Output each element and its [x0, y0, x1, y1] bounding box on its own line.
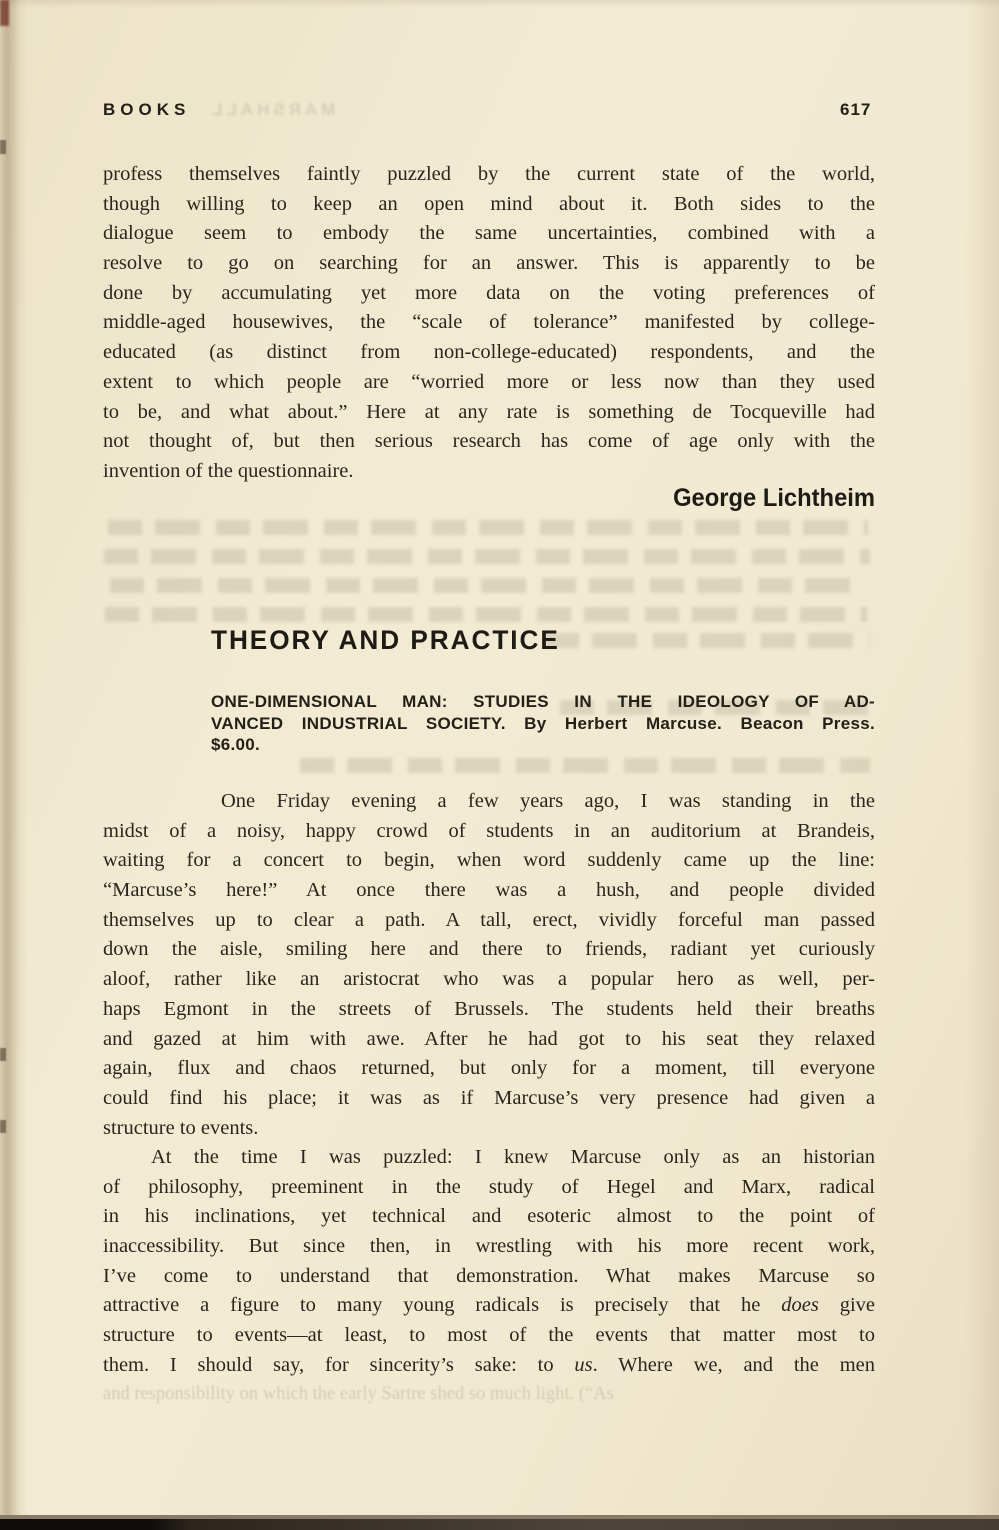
text-line: again, flux and chaos returned, but only for a moment, till everyone: [103, 1057, 875, 1080]
bleedthrough-line: [108, 520, 868, 535]
text-line: dialogue seem to embody the same uncertainties, combined with a: [103, 222, 875, 245]
text-line: could find his place; it was as if Marcuse’s very presence had given a: [103, 1086, 875, 1109]
bleedthrough-line: [110, 578, 865, 593]
running-title: BOOKS: [103, 100, 191, 119]
text-line: One Friday evening a few years ago, I was standing in the: [221, 790, 875, 812]
text-line: to be, and what about.” Here at any rate is something de Tocqueville had: [103, 400, 875, 423]
bleedthrough-line: [105, 607, 867, 622]
bleedthrough-footer-line: and responsibility on which the early Sartre shed so much light. (“As: [103, 1384, 614, 1404]
text-line: down the aisle, smiling here and there to friends, radiant yet curiously: [103, 938, 875, 961]
text-line: midst of a noisy, happy crowd of students in an auditorium at Brandeis,: [103, 819, 875, 842]
text-line: middle-aged housewives, the “scale of tolerance” manifested by college-: [103, 311, 875, 334]
scan-bottom-dark-bar: [0, 1519, 999, 1530]
lichtheim-closing-paragraph: [103, 160, 875, 487]
page-edge-shadow-top: [0, 0, 999, 8]
scan-corner-mark: [0, 0, 9, 26]
running-head: [103, 100, 875, 126]
text-line: educated (as distinct from non-college-educated) respondents, and the: [103, 341, 875, 364]
text-line: not thought of, but then serious research has come of age only with the: [103, 430, 875, 453]
text-line: themselves up to clear a path. A tall, erect, vividly forceful man passed: [103, 908, 875, 931]
text-line: resolve to go on searching for an answer. This is apparently to be: [103, 252, 875, 275]
text-line: ONE-DIMENSIONAL MAN: STUDIES IN THE IDEOLOGY OF AD-: [211, 692, 875, 711]
page-number: 617: [840, 100, 872, 119]
text-line: aloof, rather like an aristocrat who was a popular hero as well, per-: [103, 968, 875, 991]
scan-edge-mark: [0, 1048, 6, 1061]
text-line: inaccessibility. But since then, in wrestling with his more recent work,: [103, 1235, 875, 1258]
marcuse-paragraph-1: [103, 787, 875, 1143]
text-line: done by accumulating yet more data on the voting preferences of: [103, 281, 875, 304]
text-line: $6.00.: [211, 735, 261, 755]
bleedthrough-line: [104, 549, 870, 564]
text-line: attractive a figure to many young radicals is precisely that he does give: [103, 1294, 875, 1317]
book-citation: [211, 691, 875, 756]
bleedthrough-line: [300, 758, 870, 773]
scan-edge-mark: [0, 1120, 6, 1133]
section-title: THEORY AND PRACTICE: [211, 625, 560, 655]
text-line: though willing to keep an open mind about it. Both sides to the: [103, 192, 875, 215]
page-gutter-shadow: [0, 0, 28, 1530]
text-line: structure to events—at least, to most of the events that matter most to: [103, 1324, 875, 1347]
text-line: profess themselves faintly puzzled by the current state of the world,: [103, 163, 875, 185]
bleedthrough-running-head: MARSHALL: [208, 100, 336, 119]
text-line: structure to events.: [103, 1116, 259, 1139]
text-line: “Marcuse’s here!” At once there was a hush, and people divided: [103, 879, 875, 902]
text-line: and gazed at him with awe. After he had got to his seat they relaxed: [103, 1027, 875, 1050]
text-line: them. I should say, for sincerity’s sake: to us. Where we, and the men: [103, 1353, 875, 1376]
byline-george-lichtheim: George Lichtheim: [673, 484, 875, 512]
text-line: waiting for a concert to begin, when word suddenly came up the line:: [103, 849, 875, 872]
page-edge-shadow-right: [965, 0, 999, 1530]
scan-edge-mark: [0, 140, 6, 154]
text-line: invention of the questionnaire.: [103, 459, 354, 482]
text-line: of philosophy, preeminent in the study of Hegel and Marx, radical: [103, 1175, 875, 1198]
text-line: VANCED INDUSTRIAL SOCIETY. By Herbert Marcuse. Beacon Press.: [211, 713, 875, 733]
scan-bottom-bar: [0, 1512, 999, 1530]
text-line: I’ve come to understand that demonstration. What makes Marcuse so: [103, 1264, 875, 1287]
marcuse-paragraph-2: [103, 1143, 875, 1381]
text-line: haps Egmont in the streets of Brussels. The students held their breaths: [103, 997, 875, 1020]
text-line: extent to which people are “worried more or less now than they used: [103, 370, 875, 393]
text-line: At the time I was puzzled: I knew Marcuse only as an historian: [151, 1146, 875, 1168]
text-line: in his inclinations, yet technical and esoteric almost to the point of: [103, 1205, 875, 1228]
